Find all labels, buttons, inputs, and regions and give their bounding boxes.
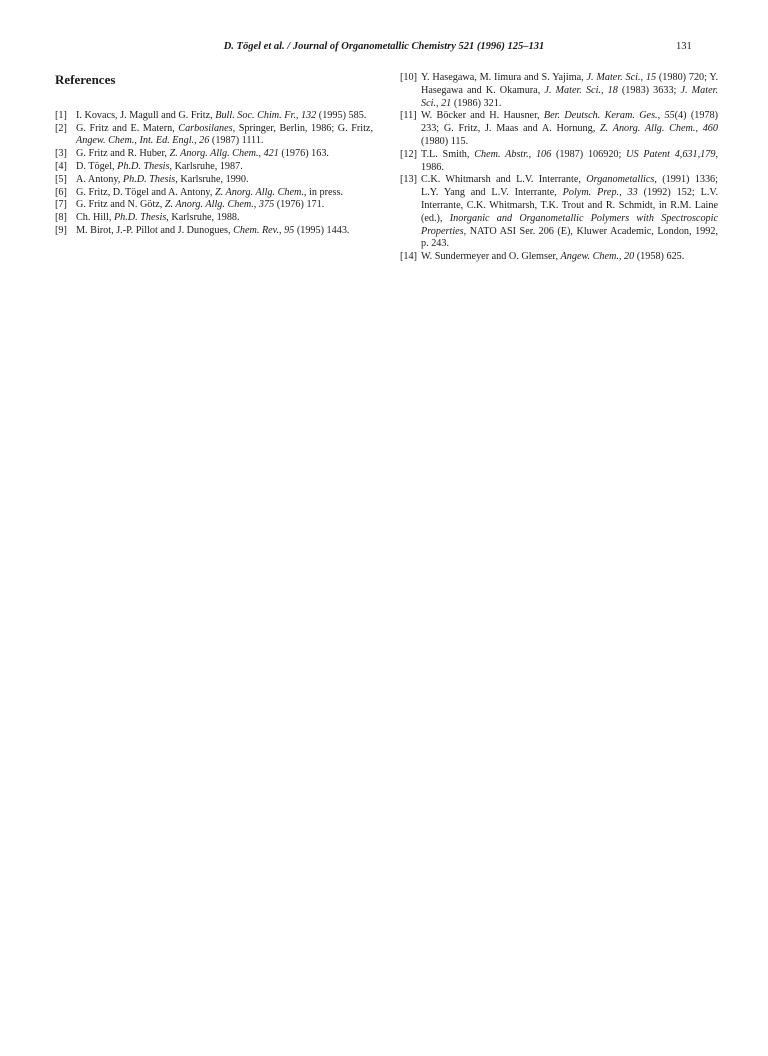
reference-citation-italic: US Patent 4,631,179 <box>626 148 716 160</box>
reference-text: (4) (1978) 233; G. Fritz, J. Maas and A. Hornung, <box>421 110 718 135</box>
reference-item <box>400 72 718 110</box>
reference-item <box>55 225 373 238</box>
reference-text: G. Fritz and N. Götz, <box>76 199 165 211</box>
reference-text: (1983) 3633; <box>617 84 681 96</box>
reference-text: G. Fritz and E. Matern, <box>76 122 179 134</box>
reference-text: (1980) 115. <box>421 135 469 147</box>
reference-citation-italic: Z. Anorg. Allg. Chem. <box>214 186 304 198</box>
reference-text: Ch. Hill, <box>76 212 114 224</box>
reference-citation-italic: Angew. Chem., 20 <box>560 251 635 263</box>
reference-text: , Karlsruhe, 1990. <box>175 173 249 185</box>
page-number: 131 <box>676 41 692 52</box>
reference-number: [8] <box>55 212 67 224</box>
reference-item <box>400 251 718 264</box>
reference-item <box>400 174 718 251</box>
reference-citation-italic: Chem. Abstr., 106 <box>474 148 552 160</box>
reference-text: I. Kovacs, J. Magull and G. Fritz, <box>76 109 216 121</box>
reference-text: G. Fritz, D. Tögel and A. Antony, <box>76 186 215 198</box>
reference-number: [13] <box>400 174 417 186</box>
reference-item <box>55 110 373 123</box>
reference-text: M. Birot, J.-P. Pillot and J. Dunogues, <box>76 224 234 236</box>
reference-text: (1980) 720; Y. Hasegawa and K. Okamura, <box>421 72 719 96</box>
reference-citation-italic: J. Mater. Sci., 21 <box>421 84 718 109</box>
reference-text: (1987) 106920; <box>551 148 627 160</box>
references-right-column <box>400 72 718 264</box>
reference-text: (1995) 1443. <box>294 224 350 236</box>
reference-text: , Karlsruhe, 1988. <box>166 212 240 224</box>
reference-number: [14] <box>400 251 417 263</box>
reference-number: [11] <box>400 110 417 122</box>
reference-text: , Karlsruhe, 1987. <box>169 160 243 172</box>
reference-text: , 1986. <box>421 148 718 173</box>
reference-citation-italic: Z. Anorg. Allg. Chem., 375 <box>164 199 275 211</box>
reference-text: , NATO ASI Ser. 206 (E), Kluwer Academic, London, 1992, p. 243. <box>421 225 718 250</box>
reference-text: G. Fritz and R. Huber, <box>76 148 170 160</box>
reference-citation-italic: Bull. Soc. Chim. Fr., 132 <box>215 109 317 121</box>
reference-item <box>55 199 373 212</box>
running-title: D. Tögel et al. / Journal of Organometallic Chemistry 521 (1996) 125–131 <box>223 41 545 52</box>
reference-item <box>400 110 718 148</box>
reference-citation-italic: Ph.D. Thesis <box>113 212 167 224</box>
reference-citation-italic: Z. Anorg. Allg. Chem., 460 <box>599 123 718 135</box>
references-left-column <box>55 72 373 238</box>
reference-number: [10] <box>400 72 417 83</box>
reference-citation-italic: J. Mater. Sci., 15 <box>586 72 657 83</box>
reference-number: [5] <box>55 173 67 185</box>
reference-number: [4] <box>55 160 67 172</box>
reference-text: (1986) 321. <box>451 97 502 109</box>
reference-citation-italic: Ph.D. Thesis <box>117 160 170 172</box>
reference-text: (1987) 1111. <box>209 135 264 147</box>
reference-number: [9] <box>55 224 67 236</box>
reference-text: T.L. Smith, <box>421 148 475 160</box>
reference-citation-italic: Polym. Prep., 33 <box>562 187 638 199</box>
reference-citation-italic: Ph.D. Thesis <box>122 173 176 185</box>
reference-item <box>55 161 373 174</box>
reference-citation-italic: Ber. Deutsch. Keram. Ges., 55 <box>543 110 675 122</box>
reference-item <box>55 174 373 187</box>
reference-citation-italic: Organometallics <box>586 174 655 186</box>
reference-number: [1] <box>55 109 67 121</box>
reference-text: (1992) 152; L.V. Interrante, C.K. Whitmarsh, T.K. Trout and R. Schmidt, in R.M. Laine (ed.), <box>421 187 719 224</box>
reference-number: [2] <box>55 122 67 134</box>
reference-citation-italic: Carbosilanes <box>178 122 233 134</box>
references-heading: References <box>55 72 116 87</box>
reference-citation-italic: Chem. Rev., 95 <box>233 224 295 236</box>
reference-text: (1995) 585. <box>316 109 367 121</box>
reference-text: C.K. Whitmarsh and L.V. Interrante, <box>421 174 587 186</box>
reference-citation-italic: Angew. Chem., Int. Ed. Engl., 26 <box>76 135 210 147</box>
reference-text: D. Tögel, <box>76 160 118 172</box>
reference-item <box>55 187 373 200</box>
reference-text: W. Böcker and H. Hausner, <box>421 110 544 122</box>
reference-number: [12] <box>400 148 417 160</box>
reference-citation-italic: Z. Anorg. Allg. Chem., 421 <box>169 148 279 160</box>
reference-text: A. Antony, <box>76 173 123 185</box>
reference-text: , in press. <box>303 186 343 198</box>
reference-number: [7] <box>55 199 67 211</box>
reference-item <box>55 212 373 225</box>
reference-number: [6] <box>55 186 67 198</box>
reference-item <box>400 149 718 175</box>
reference-text: (1958) 625. <box>634 251 685 263</box>
reference-list-right <box>400 72 718 264</box>
reference-citation-italic: J. Mater. Sci., 18 <box>544 84 618 96</box>
reference-text: Y. Hasegawa, M. Iimura and S. Yajima, <box>421 72 587 83</box>
reference-item <box>55 123 373 149</box>
reference-list-left <box>55 110 373 238</box>
reference-text: (1976) 163. <box>278 148 329 160</box>
reference-text: (1976) 171. <box>274 199 325 211</box>
reference-item <box>55 148 373 161</box>
reference-number: [3] <box>55 148 67 160</box>
reference-text: , (1991) 1336; L.Y. Yang and L.V. Interrante, <box>421 174 718 199</box>
reference-text: , Springer, Berlin, 1986; G. Fritz, <box>232 122 373 134</box>
reference-citation-italic: Inorganic and Organometallic Polymers with Spectroscopic Properties <box>421 212 718 237</box>
reference-text: W. Sundermeyer and O. Glemser, <box>421 251 561 263</box>
